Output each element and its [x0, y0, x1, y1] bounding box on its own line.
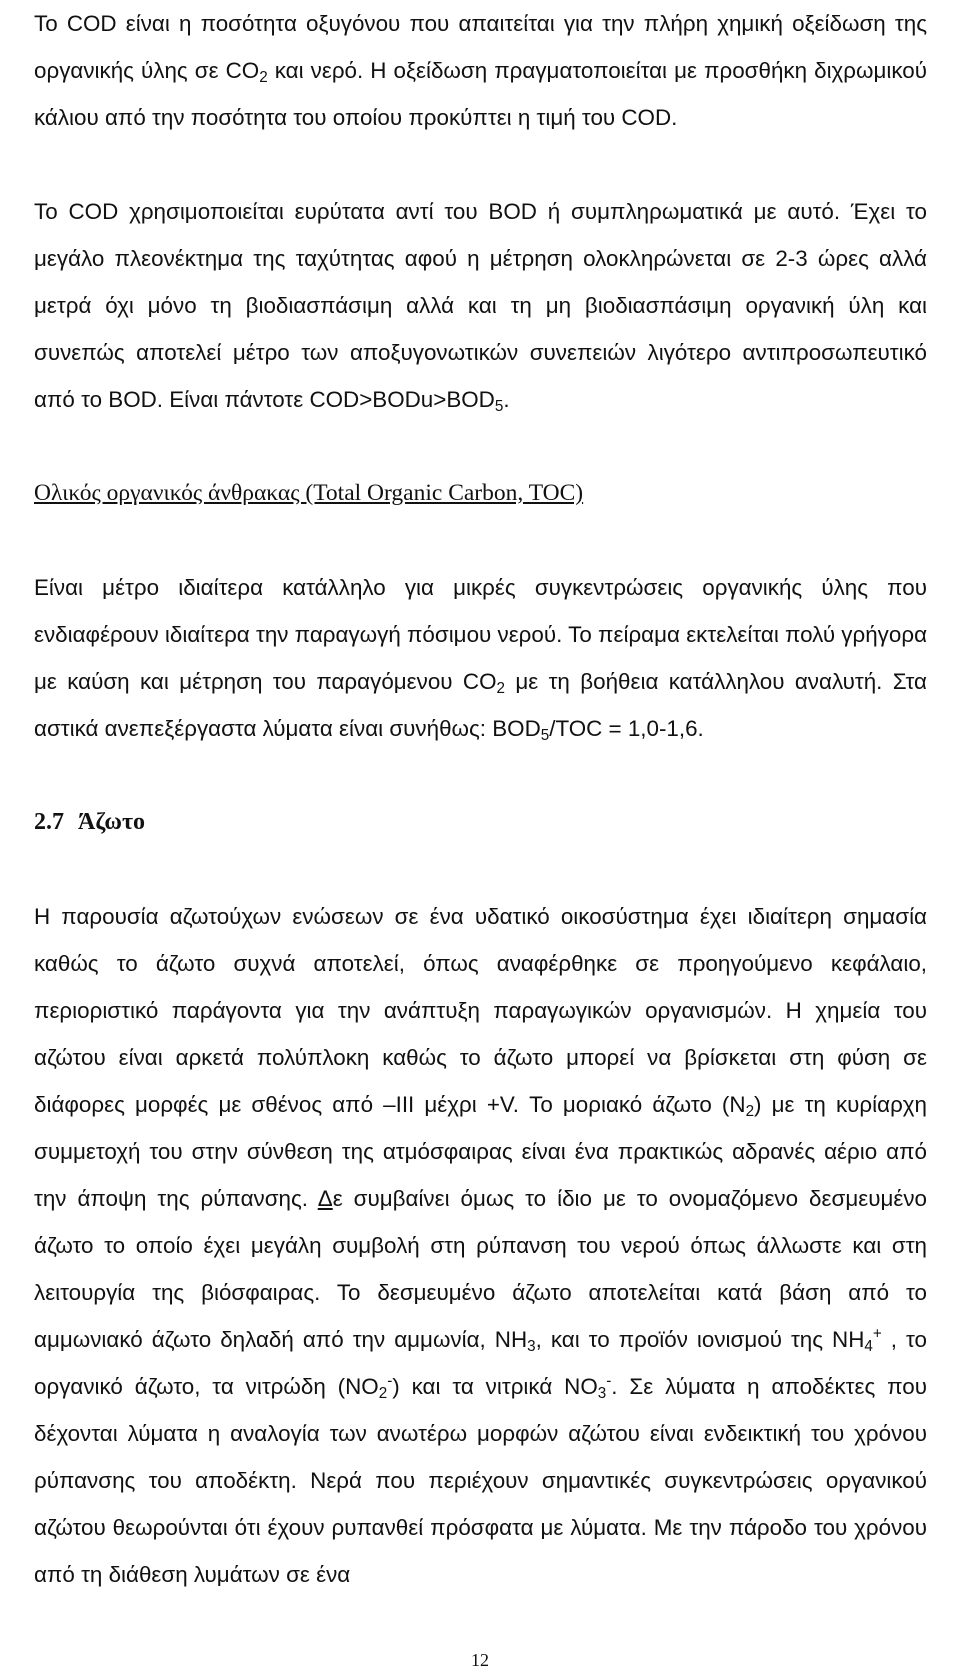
document-page — [34, 0, 927, 1598]
section-title: Άζωτο — [78, 809, 146, 835]
paragraph-cod-definition — [34, 0, 927, 141]
superscript: + — [872, 1325, 882, 1343]
text: . — [503, 387, 510, 412]
text: με τη βοήθεια κατάλληλου αναλυτή. Στα αστικά ανεπεξέργαστα λύματα είναι συνήθως: BOD — [34, 669, 927, 741]
toc-heading: Ολικός οργανικός άνθρακας (Total Organic Carbon, TOC) — [34, 480, 584, 506]
superscript: - — [606, 1372, 612, 1390]
paragraph-cod-usage — [34, 188, 927, 423]
subscript: 4 — [864, 1337, 873, 1355]
text: ) με τη κυρίαρχη συμμετοχή του στην σύνθεση της ατμόσφαιρας είναι ένα πρακτικώς αδρανές αέριο από την άποψη της ρύπανσης. — [34, 1092, 928, 1211]
subscript: 3 — [597, 1384, 607, 1402]
text: Η παρουσία αζωτούχων ενώσεων σε ένα υδατικό οικοσύστημα έχει ιδιαίτερη σημασία καθώς το άζωτο συχνά αποτελεί, όπως αναφέρθηκε σε προηγούμενο κεφάλαιο, περιοριστικό παράγοντα για την ανάπτυξη παραγωγικών οργανισμών. Η χημεία του αζώτου είναι αρκετά πολύπλοκη καθώς το άζωτο μπορεί να βρίσκεται στη φύση σε διάφορες μορφές με σθένος από –III μέχρι +V. Το μοριακό άζωτο (N — [34, 904, 927, 1117]
text: ε συμβαίνει όμως το ίδιο με το ονομαζόμενο δεσμευμένο άζωτο το οποίο έχει μεγάλη συμβολή στη ρύπανση του νερού όπως άλλωστε και στη λειτουργία της βιόσφαιρας. Το δεσμευμένο άζωτο αποτελείται κατά βάση από το αμμωνιακό άζωτο δηλαδή από την αμμωνία, NH — [34, 1186, 927, 1352]
text: Το COD είναι η ποσότητα οξυγόνου που απαιτείται για την πλήρη χημική οξείδωση της οργανικής ύλης σε CO — [34, 11, 927, 83]
subscript: 2 — [745, 1102, 755, 1120]
text: και νερό. Η οξείδωση πραγματοποιείται με προσθήκη διχρωμικού κάλιου από την ποσότητα του οποίου προκύπτει η τιμή του COD. — [34, 58, 928, 130]
subscript: 2 — [496, 679, 505, 697]
subscript: 2 — [378, 1384, 388, 1402]
paragraph-nitrogen — [34, 893, 927, 1598]
page-number: 12 — [471, 1650, 489, 1670]
section-number: 2.7 — [34, 809, 64, 835]
subscript: 5 — [494, 397, 504, 415]
text: , και το προϊόν ιονισμού της NH — [535, 1327, 865, 1352]
section-heading — [34, 799, 927, 846]
text: ) και τα νιτρικά NO — [392, 1374, 598, 1399]
underlined-letter: Δ — [317, 1186, 333, 1211]
text: . Σε λύματα η αποδέκτες που δέχονται λύματα η αναλογία των ανωτέρω μορφών αζώτου είναι ενδεικτική του χρόνου ρύπανσης του αποδέκτη. Νερά που περιέχουν σημαντικές συγκεντρώσεις οργανικού αζώτου θεωρούνται ότι έχουν ρυπανθεί πρόσφατα με λύματα. Με την πάροδο του χρόνου από τη διάθεση λυμάτων σε ένα — [34, 1374, 927, 1587]
paragraph-toc — [34, 564, 927, 752]
subscript: 5 — [540, 726, 550, 744]
text: , το οργανικό άζωτο, τα νιτρώδη (NO — [34, 1327, 927, 1399]
subscript: 2 — [259, 68, 268, 86]
text: Είναι μέτρο ιδιαίτερα κατάλληλο για μικρές συγκεντρώσεις οργανικής ύλης που ενδιαφέρουν ιδιαίτερα την παραγωγή πόσιμου νερού. Το πείραμα εκτελείται πολύ γρήγορα με καύση και μέτρηση του παραγόμενου CO — [34, 575, 928, 694]
text: /TOC = 1,0-1,6. — [549, 716, 704, 741]
subscript: 3 — [527, 1337, 536, 1355]
superscript: - — [387, 1372, 393, 1390]
text: Το COD χρησιμοποιείται ευρύτατα αντί του BOD ή συμπληρωματικά με αυτό. Έχει το μεγάλο πλεονέκτημα της ταχύτητας αφού η μέτρηση ολοκληρώνεται σε 2-3 ώρες αλλά μετρά όχι μόνο τη βιοδιασπάσιμη αλλά και τη μη βιοδιασπάσιμη οργανική ύλη και συνεπώς αποτελεί μέτρο των αποξυγονωτικών συνεπειών λιγότερο αντιπροσωπευτικό από το BOD. Είναι πάντοτε COD>BODu>BOD — [34, 199, 927, 412]
